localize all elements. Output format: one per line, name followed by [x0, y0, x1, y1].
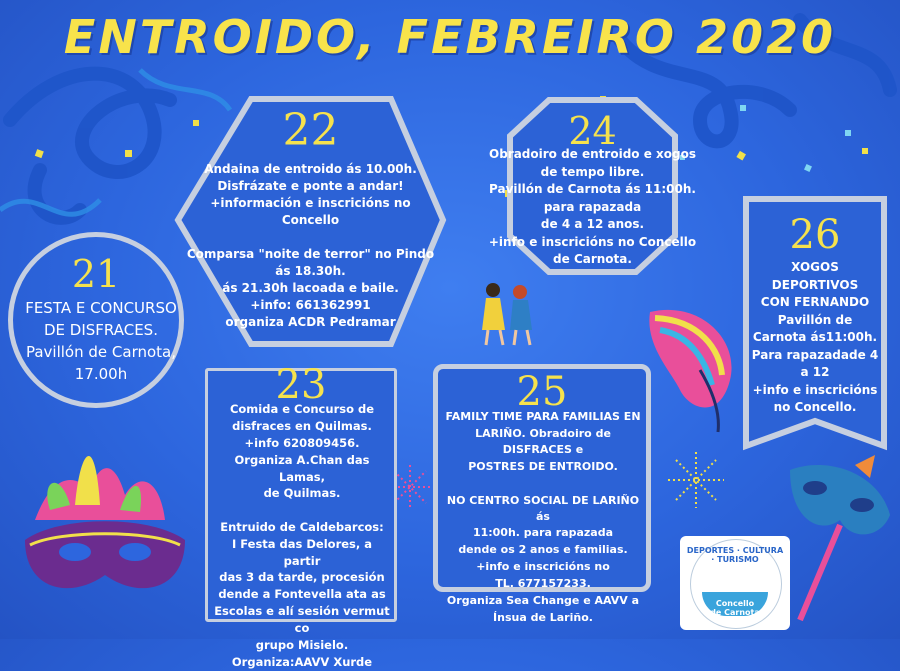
event-23-day: 23: [275, 362, 327, 408]
event-23-line: dende a Fontevella ata as: [218, 587, 386, 602]
feather-icon: [649, 310, 731, 432]
logo-arc-text: DEPORTES · CULTURA · TURISMO: [686, 546, 784, 564]
event-23-line: +info 620809456.: [244, 436, 360, 450]
event-24-text: [478, 146, 707, 269]
event-23-line: Organiza A.Chan das Lamas,: [234, 453, 370, 484]
logo-name-line: Concello: [715, 599, 755, 608]
event-22: [178, 99, 443, 344]
event-24-line: para rapazada: [543, 199, 642, 214]
event-24-day: 24: [568, 109, 617, 153]
event-25-line: POSTRES DE ENTROIDO.: [468, 459, 618, 473]
event-24: [488, 100, 697, 272]
event-21-line: Pavillón de Carnota,: [25, 343, 176, 361]
event-25-line: Ínsua de Lariño.: [493, 611, 593, 625]
carnival-mask-icon: [790, 455, 890, 620]
event-26-line: Para rapazadade 4: [751, 347, 879, 362]
event-25-line: +info e inscricións no: [476, 560, 610, 574]
event-22-text: [158, 161, 463, 331]
event-22-line: organiza ACDR Pedramar: [225, 315, 396, 329]
event-23-line: das 3 da tarde, procesión: [219, 570, 385, 585]
event-21-line: 17.00h: [74, 365, 128, 383]
event-25-line: 11:00h. para rapazada: [472, 526, 614, 540]
event-22-line: Disfrázate e ponte a andar!: [217, 179, 404, 193]
event-26-line: a 12: [800, 365, 830, 379]
event-21-line: DE DISFRACES.: [44, 321, 158, 339]
event-23: [205, 362, 397, 669]
event-26-text: [746, 259, 884, 417]
event-25-line: LARIÑO. Obradoiro de DISFRACES e: [475, 427, 611, 457]
event-23-line: disfraces en Quilmas.: [232, 419, 372, 433]
event-26-line: no Concello.: [773, 400, 857, 414]
event-26-line: CON FERNANDO: [760, 295, 870, 309]
event-22-line: ás 18.30h.: [275, 264, 346, 278]
event-22-line: +información e inscricións no: [210, 196, 411, 210]
event-21-line: FESTA E CONCURSO: [25, 299, 177, 317]
event-24-line: de tempo libre.: [540, 164, 645, 179]
event-23-text: [212, 401, 392, 671]
event-23-line: grupo Misielo.: [255, 637, 349, 652]
event-25-line: FAMILY TIME PARA FAMILIAS EN: [445, 410, 641, 423]
event-24-line: de 4 a 12 anos.: [540, 217, 645, 231]
event-22-day: 22: [282, 105, 339, 156]
event-22-line: [158, 229, 463, 246]
logo-name-line: de Carnota: [710, 608, 760, 617]
event-22-line: Comparsa "noite de terror" no Pindo: [186, 247, 435, 261]
event-24-line: Obradoiro de entroido e xogos: [489, 147, 696, 161]
event-24-line: Pavillón de Carnota ás 11:00h.: [489, 182, 696, 196]
event-26-line: XOGOS: [791, 260, 839, 274]
dancers-icon: [482, 283, 532, 345]
event-25-line: Organiza Sea Change e AAVV a: [446, 594, 640, 608]
event-23-line: Comida e Concurso de: [229, 402, 375, 416]
logo-name: [696, 599, 774, 617]
event-25-line: NO CENTRO SOCIAL DE LARIÑO ás: [446, 493, 640, 523]
event-26-line: DEPORTIVOS: [771, 277, 859, 292]
event-23-line: I Festa das Delores, a partir: [231, 537, 373, 568]
event-23-line: [212, 502, 392, 519]
event-24-line: de Carnota.: [553, 252, 632, 266]
event-23-line: Escolas e alí sesión vermut co: [214, 604, 390, 635]
event-23-line: de Quilmas.: [263, 486, 341, 501]
event-25-line: [442, 476, 644, 493]
event-25-line: dende os 2 anos e familias.: [458, 543, 628, 557]
event-22-line: Concello: [281, 213, 340, 227]
event-22-line: +info: 661362991: [250, 298, 371, 312]
event-22-line: ás 21.30h lacoada e baile.: [222, 281, 399, 295]
event-25-line: TL. 677157233.: [495, 577, 591, 591]
event-26-line: Carnota ás11:00h.: [752, 330, 878, 344]
page-title: ENTROIDO, FEBREIRO 2020: [63, 10, 837, 64]
event-26: [746, 199, 884, 446]
event-26-day: 26: [789, 212, 841, 258]
event-24-line: +info e inscricións no Concello: [488, 234, 697, 249]
event-23-line: Organiza:AAVV Xurde: [231, 654, 373, 669]
event-23-line: Entruido de Caldebarcos:: [220, 520, 384, 535]
event-25-text: [442, 409, 644, 627]
carnival-mask-icon: [25, 456, 185, 588]
event-26-line: +info e inscricións: [752, 382, 878, 397]
event-26-line: Pavillón de: [777, 312, 853, 327]
event-25-day: 25: [516, 369, 568, 415]
event-22-line: Andaina de entroido ás 10.00h.: [204, 162, 417, 176]
event-25: [433, 364, 651, 625]
event-21-day: 21: [71, 252, 121, 296]
concello-logo: [680, 536, 790, 630]
